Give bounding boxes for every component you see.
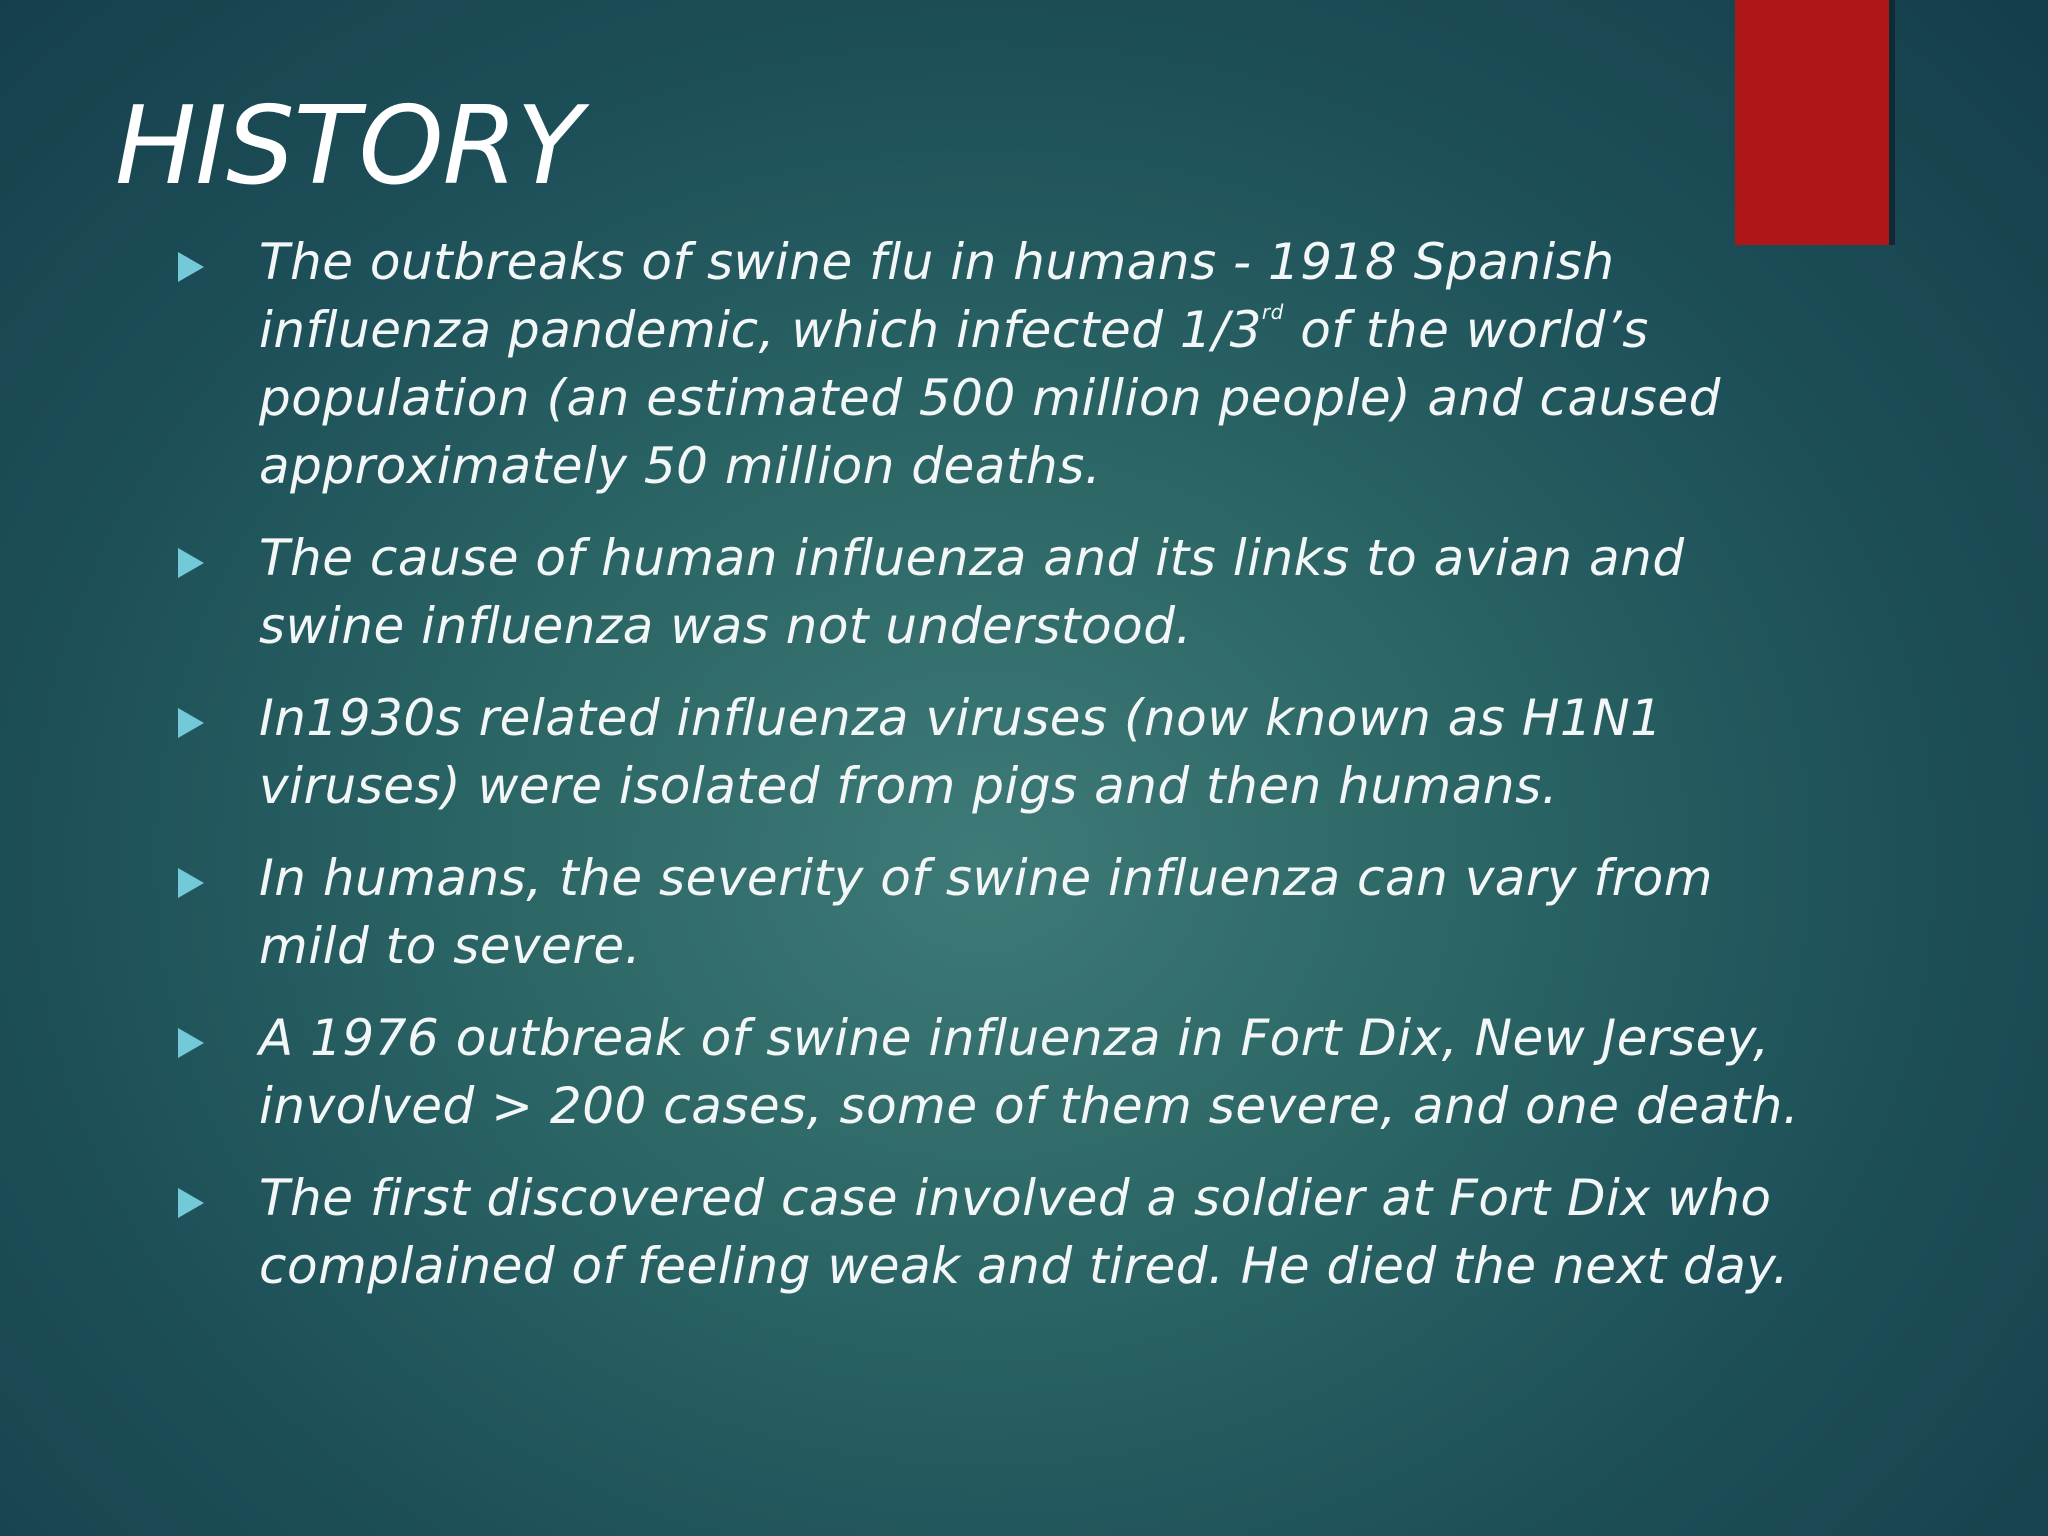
- bullet-text: In1930s related influenza viruses (now known as H1N1 viruses) were isolated from pigs and then humans.: [259, 689, 1663, 815]
- ordinal-superscript: rd: [1261, 300, 1284, 324]
- bullet-arrow-icon: [178, 252, 204, 282]
- bullet-item: [178, 1164, 1838, 1300]
- bullet-item: [178, 1004, 1838, 1140]
- bullet-item: [178, 524, 1838, 660]
- bullet-item: [178, 684, 1838, 820]
- bullet-text: [259, 228, 1838, 500]
- bullet-text: The cause of human influenza and its links to avian and swine influenza was not understood.: [259, 529, 1685, 655]
- bullet-arrow-icon: [178, 1188, 204, 1218]
- bullet-item: [178, 844, 1838, 980]
- accent-bar: [1735, 0, 1889, 245]
- bullet-text: In humans, the severity of swine influenza can vary from mild to severe.: [259, 849, 1713, 975]
- bullet-arrow-icon: [178, 868, 204, 898]
- bullet-arrow-icon: [178, 1028, 204, 1058]
- bullet-text: A 1976 outbreak of swine influenza in Fort Dix, New Jersey, involved > 200 cases, some of them severe, and one death.: [259, 1009, 1800, 1135]
- slide-title: HISTORY: [115, 84, 582, 209]
- bullet-item: [178, 228, 1838, 500]
- bullet-arrow-icon: [178, 548, 204, 578]
- bullet-text-part: of the world’s population (an estimated 500 million people) and caused approximately 50 million deaths.: [259, 301, 1721, 495]
- bullet-list: [178, 228, 1838, 1324]
- bullet-arrow-icon: [178, 708, 204, 738]
- bullet-text: The first discovered case involved a soldier at Fort Dix who complained of feeling weak and tired. He died the next day.: [259, 1169, 1790, 1295]
- bullet-text-part: The outbreaks of swine flu in humans - 1918 Spanish influenza pandemic, which infected 1/3: [259, 233, 1615, 359]
